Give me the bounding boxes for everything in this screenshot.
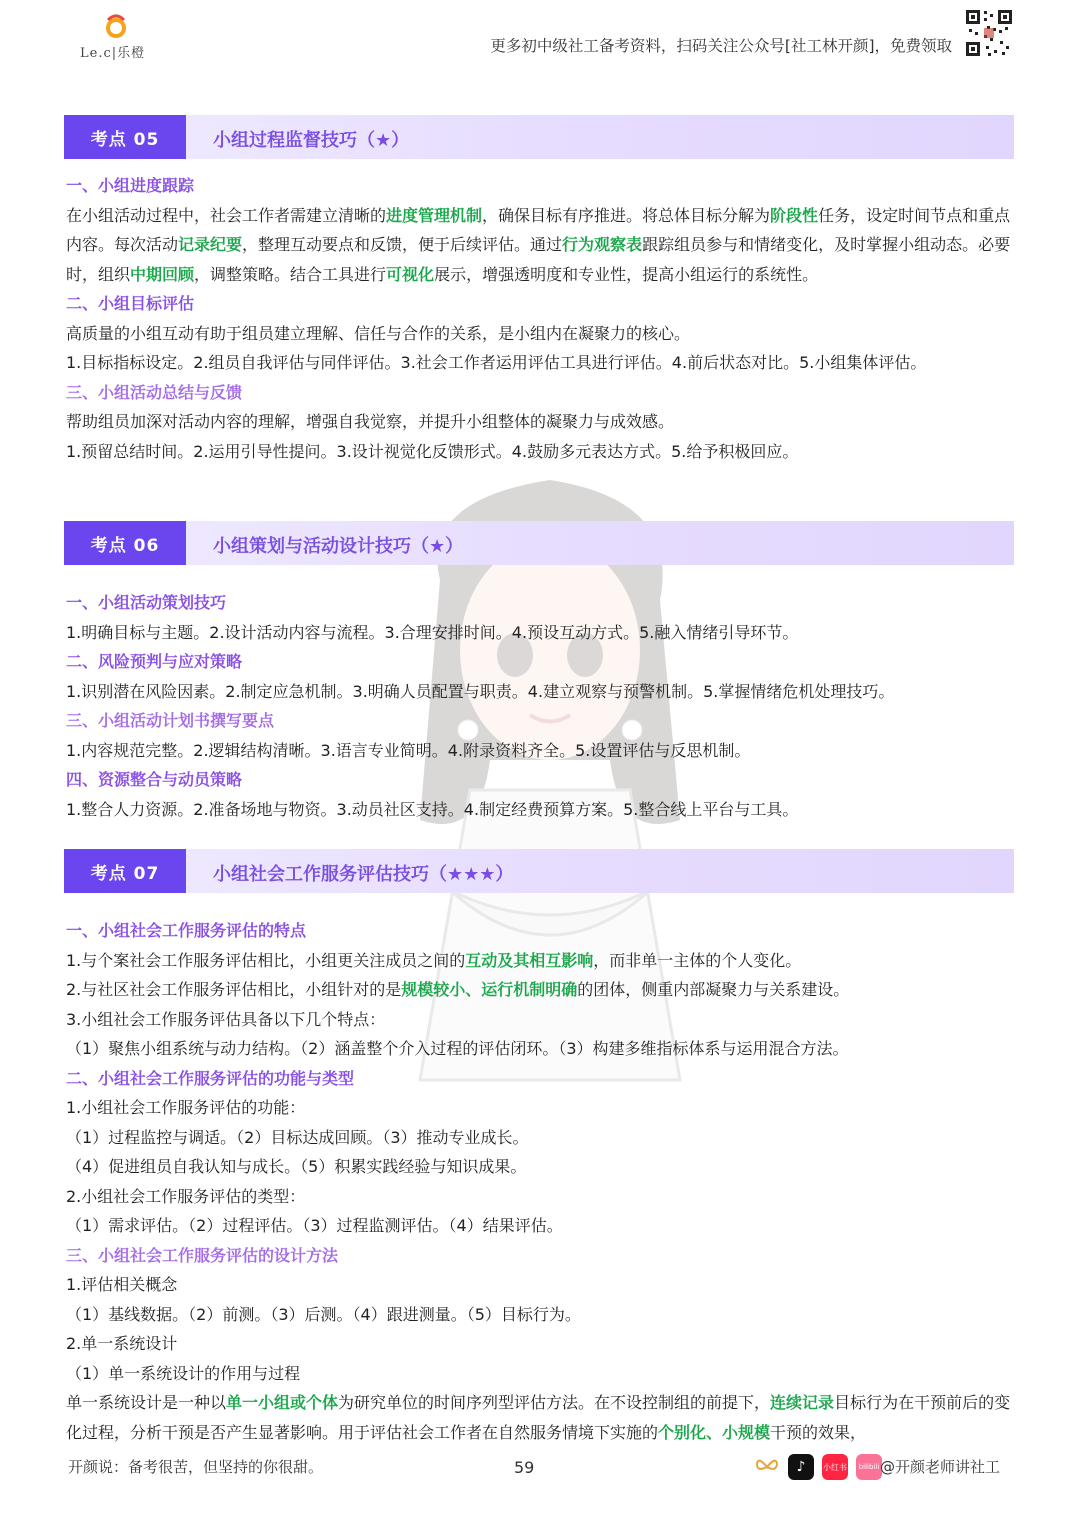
paragraph: 单一系统设计是一种以单一小组或个体为研究单位的时间序列型评估方法。在不设控制组的前提下，连续记录目标行为在干预前后的变化过程，分析干预是否产生显著影响。用于评估社会工作者在自然服务情境下实施的个别化、小规模干预的效果， (66, 1393, 1011, 1442)
page-footer (0, 1450, 1080, 1490)
section-title: 小组过程监督技巧（★） (213, 130, 410, 151)
section-title: 小组策划与活动设计技巧（★） (213, 536, 464, 557)
section-band-05 (64, 115, 1014, 159)
section-07-content (66, 916, 1016, 1447)
subsection-heading: 三、小组活动总结与反馈 (66, 382, 243, 402)
highlight-keyword: 规模较小、运行机制明确 (401, 980, 578, 999)
text-line: 3.小组社会工作服务评估具备以下几个特点： (66, 1009, 386, 1029)
text-line: 帮助组员加深对活动内容的理解，增强自我觉察，并提升小组整体的凝聚力与成效感。 (66, 412, 675, 431)
author-handle: @开颜老师讲社工 (880, 1458, 1001, 1476)
text-line: （1）需求评估。（2）过程评估。（3）过程监测评估。（4）结果评估。 (66, 1216, 563, 1235)
highlight-keyword: 互动及其相互影响 (465, 950, 594, 970)
social-icons (754, 1454, 882, 1480)
page-header (0, 0, 1080, 70)
brand-logo (74, 14, 164, 64)
text-line: （1）过程监控与调适。（2）目标达成回顾。（3）推动专业成长。 (66, 1127, 529, 1147)
bilibili-icon[interactable]: bilibili (856, 1454, 882, 1480)
logo-text: Le.c|乐橙 (80, 46, 146, 61)
highlight-keyword: 阶段性 (770, 205, 819, 225)
text-line: （1）聚焦小组系统与动力结构。（2）涵盖整个介入过程的评估闭环。（3）构建多维指标体系与运用混合方法。 (66, 1039, 849, 1058)
text-line: （1）基线数据。（2）前测。（3）后测。（4）跟进测量。（5）目标行为。 (66, 1304, 581, 1324)
text-line: 2.单一系统设计 (66, 1334, 178, 1353)
tiktok-icon[interactable]: ♪ (788, 1454, 814, 1480)
highlight-keyword: 单一小组或个体 (226, 1393, 339, 1412)
text-line: 1.识别潜在风险因素。2.制定应急机制。3.明确人员配置与职责。4.建立观察与预警机制。5.掌握情绪危机处理技巧。 (66, 681, 895, 701)
highlight-keyword: 可视化 (386, 264, 435, 284)
section-band-06 (64, 521, 1014, 565)
highlight-keyword: 记录纪要 (178, 235, 243, 254)
text-line: （1）单一系统设计的作用与过程 (66, 1363, 301, 1383)
subsection-heading: 一、小组活动策划技巧 (66, 593, 227, 612)
page-number: 59 (514, 1458, 535, 1477)
butterfly-icon[interactable] (754, 1454, 780, 1480)
subsection-heading: 三、小组社会工作服务评估的设计方法 (66, 1245, 339, 1265)
highlight-keyword: 进度管理机制 (386, 205, 483, 225)
subsection-heading: 二、小组社会工作服务评估的功能与类型 (66, 1068, 355, 1088)
text-line: 1.明确目标与主题。2.设计活动内容与流程。3.合理安排时间。4.预设互动方式。5.融入情绪引导环节。 (66, 622, 799, 642)
section-band-07 (64, 849, 1014, 893)
text-line: 1.内容规范完整。2.逻辑结构清晰。3.语言专业简明。4.附录资料齐全。5.设置评估与反思机制。 (66, 740, 751, 760)
subsection-heading: 二、小组目标评估 (66, 294, 195, 313)
text-line: （4）促进组员自我认知与成长。（5）积累实践经验与知识成果。 (66, 1157, 527, 1176)
highlight-keyword: 个别化、小规模 (658, 1422, 771, 1442)
section-tag: 考点 05 (64, 115, 186, 159)
text-line: 1.预留总结时间。2.运用引导性提问。3.设计视觉化反馈形式。4.鼓励多元表达方式。5.给予积极回应。 (66, 441, 799, 461)
text-line: 1.目标指标设定。2.组员自我评估与同伴评估。3.社会工作者运用评估工具进行评估。4.前后状态对比。5.小组集体评估。 (66, 353, 927, 372)
subsection-heading: 二、风险预判与应对策略 (66, 652, 243, 671)
text-line: 1.评估相关概念 (66, 1275, 178, 1294)
footer-motto: 开颜说：备考很苦，但坚持的你很甜。 (68, 1458, 324, 1476)
text-line: 高质量的小组互动有助于组员建立理解、信任与合作的关系，是小组内在凝聚力的核心。 (66, 323, 691, 343)
highlight-keyword: 中期回顾 (130, 264, 195, 284)
section-06-content (66, 588, 1016, 824)
xiaohongshu-icon[interactable]: 小红书 (822, 1454, 848, 1480)
subsection-heading: 一、小组进度跟踪 (66, 176, 195, 195)
paragraph: 在小组活动过程中，社会工作者需建立清晰的进度管理机制，确保目标有序推进。将总体目标分解为阶段性任务，设定时间节点和重点内容。每次活动记录纪要，整理互动要点和反馈，便于后续评估。通过行为观察表跟踪组员参与和情绪变化，及时掌握小组动态。必要时，组织中期回顾，调整策略。结合工具进行可视化展示，增强透明度和专业性，提高小组运行的系统性。 (66, 205, 1011, 284)
logo-sun-icon (100, 14, 132, 40)
highlight-keyword: 行为观察表 (562, 235, 643, 254)
section-tag: 考点 07 (64, 849, 186, 893)
subsection-heading: 四、资源整合与动员策略 (66, 770, 243, 789)
text-line: 2.小组社会工作服务评估的类型： (66, 1186, 306, 1206)
qr-code-icon (964, 8, 1014, 58)
text-line: 1.整合人力资源。2.准备场地与物资。3.动员社区支持。4.制定经费预算方案。5.整合线上平台与工具。 (66, 799, 799, 819)
highlight-keyword: 连续记录 (770, 1393, 835, 1412)
text-line: 2.与社区社会工作服务评估相比，小组针对的是规模较小、运行机制明确的团体，侧重内部凝聚力与关系建设。 (66, 980, 850, 999)
header-promo-text: 更多初中级社工备考资料，扫码关注公众号[社工林开颜]，免费领取 (490, 37, 952, 55)
subsection-heading: 三、小组活动计划书撰写要点 (66, 711, 275, 730)
text-line: 1.与个案社会工作服务评估相比，小组更关注成员之间的互动及其相互影响，而非单一主体的个人变化。 (66, 950, 802, 970)
section-tag: 考点 06 (64, 521, 186, 565)
text-line: 1.小组社会工作服务评估的功能： (66, 1098, 306, 1117)
section-title: 小组社会工作服务评估技巧（★★★） (213, 864, 514, 885)
subsection-heading: 一、小组社会工作服务评估的特点 (66, 921, 307, 940)
section-05-content (66, 171, 1016, 466)
